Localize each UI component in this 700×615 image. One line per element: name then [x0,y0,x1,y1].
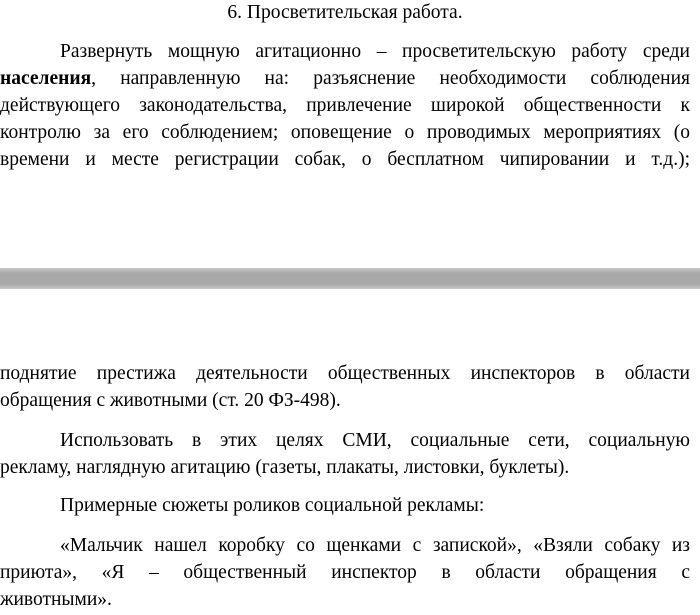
paragraph-2-line-1: Использовать в этих целях СМИ, социальные сети, социальную [60,430,690,451]
paragraph-1-line-4: контролю за его соблюдением; оповещение о проводимых мероприятиях (о [0,122,690,143]
paragraph-4-line-2: приюта», «Я – общественный инспектор в области обращения с [0,562,690,583]
paragraph-4-line-1: «Мальчик нашел коробку со щенками с запиской», «Взяли собаку из [60,535,690,556]
document-page-bottom [0,289,700,615]
section-heading: 6. Просветительская работа. [227,2,463,23]
paragraph-1-cont-line-1: поднятие престижа деятельности общественных инспекторов в области [0,363,690,384]
paragraph-1-line-2-text: , направленную на: разъяснение необходимости соблюдения [91,68,690,89]
emphasis-word: населения [0,68,92,89]
paragraph-1-cont-line-2: обращения с животными (ст. 20 ФЗ-498). [0,390,341,411]
paragraph-1-line-3: действующего законодательства, привлечение широкой общественности к [0,95,690,116]
paragraph-1-line-5: времени и месте регистрации собак, о бесплатном чипировании и т.д.); [0,149,690,170]
document-page-top [0,0,700,268]
paragraph-1-line-1: Развернуть мощную агитационно – просветительскую работу среди [60,41,690,62]
page-break-gap [0,268,700,289]
paragraph-3-line-1: Примерные сюжеты роликов социальной рекламы: [60,495,485,516]
paragraph-1-line-2 [0,68,690,90]
paragraph-4-line-3: животными». [0,589,112,610]
paragraph-2-line-2: рекламу, наглядную агитацию (газеты, плакаты, листовки, буклеты). [0,457,570,478]
